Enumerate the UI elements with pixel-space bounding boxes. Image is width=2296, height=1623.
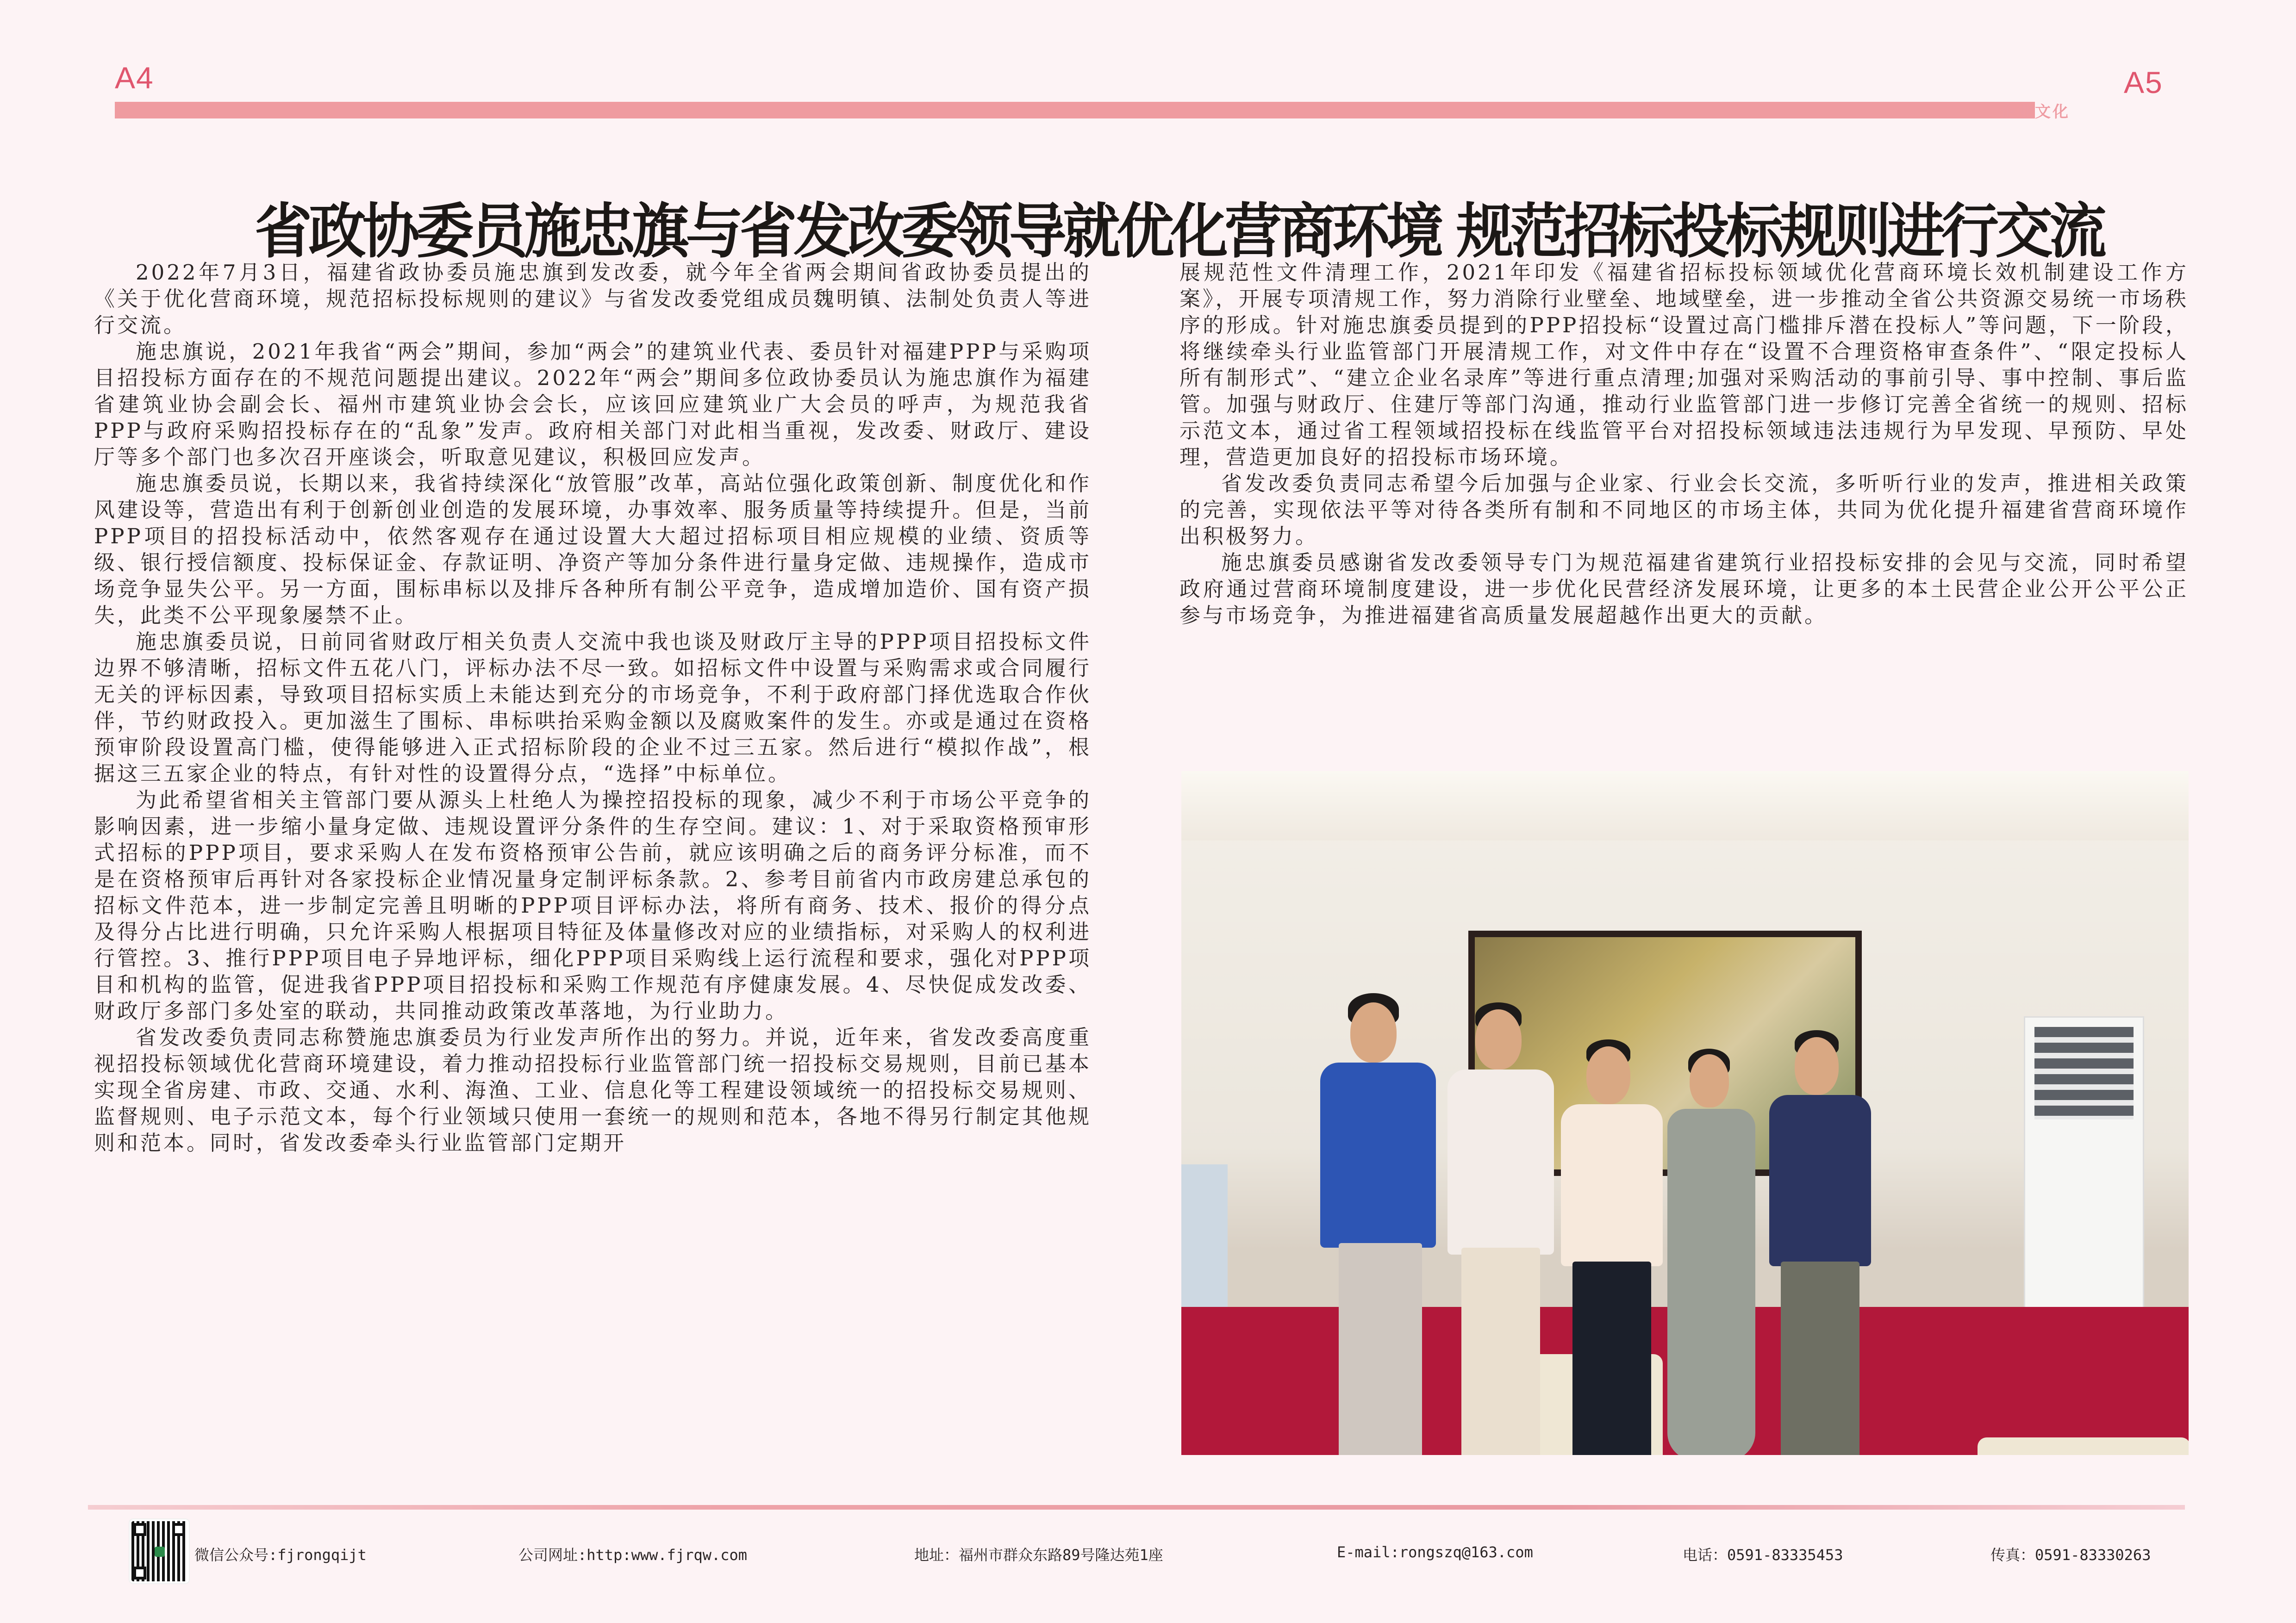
paragraph: 2022年7月3日，福建省政协委员施忠旗到发改委，就今年全省两会期间省政协委员提出的《关于优化营商环境，规范招标投标规则的建议》与省发改委党组成员魏明镇、法制处负责人等进行交流。: [94, 260, 1092, 337]
paragraph: 施忠旗委员说，日前同省财政厅相关负责人交流中我也谈及财政厅主导的PPP项目招投标文件边界不够清晰，招标文件五花八门，评标办法不尽一致。如招标文件中设置与采购需求或合同履行无关的评标因素，导致项目招标实质上未能达到充分的市场竞争，不利于政府部门择优选取合作伙伴，节约财政投入。更加滋生了围标、串标哄抬采购金额以及腐败案件的发生。亦或是通过在资格预审阶段设置高门槛，使得能够进入正式招标阶段的企业不过三五家。然后进行“模拟作战”，根据这三五家企业的特点，有针对性的设置得分点，“选择”中标单位。: [94, 629, 1092, 786]
page-number-right: A5: [2124, 65, 2163, 99]
paragraph: 施忠旗委员感谢省发改委领导专门为规范福建省建筑行业招投标安排的会见与交流，同时希望政府通过营商环境制度建设，进一步优化民营经济发展环境，让更多的本土民营企业公开公平公正参与市场竞争，为推进福建省高质量发展超越作出更大的贡献。: [1179, 550, 2189, 628]
photo-ceiling: [1181, 771, 2189, 840]
footer-divider: [88, 1505, 2185, 1510]
header-bar: [115, 102, 1992, 118]
footer-fax: 传真：0591-83330263: [1990, 1546, 2151, 1564]
footer-wechat: 微信公众号:fjrongqijt: [194, 1546, 367, 1564]
sofa-right: [1978, 1437, 2189, 1455]
footer-phone: 电话：0591-83335453: [1683, 1546, 1843, 1564]
article-title: 省政协委员施忠旗与省发改委领导就优化营商环境 规范招标投标规则进行交流: [255, 197, 2103, 266]
paragraph: 施忠旗说，2021年我省“两会”期间，参加“两会”的建筑业代表、委员针对福建PPP与采购项目招投标方面存在的不规范问题提出建议。2022年“两会”期间多位政协委员认为施忠旗作为福建省建筑业协会副会长、福州市建筑业协会会长，应该回应建筑业广大会员的呼声，为规范我省PPP与政府采购招投标存在的“乱象”发声。政府相关部门对此相当重视，发改委、财政厅、建设厅等多个部门也多次召开座谈会，听取意见建议，积极回应发声。: [94, 339, 1092, 469]
paragraph-continuation: 展规范性文件清理工作，2021年印发《福建省招标投标领域优化营商环境长效机制建设工作方案》，开展专项清规工作，努力消除行业壁垒、地域壁垒，进一步推动全省公共资源交易统一市场秩序的形成。针对施忠旗委员提到的PPP招投标“设置过高门槛排斥潜在投标人”等问题，下一阶段，将继续牵头行业监管部门开展清规工作，对文件中存在“设置不合理资格审查条件”、“限定投标人所有制形式”、“建立企业名录库”等进行重点清理;加强对采购活动的事前引导、事中控制、事后监管。加强与财政厅、住建厅等部门沟通，推动行业监管部门进一步修订完善全省统一的规则、招标示范文本，通过省工程领域招投标在线监管平台对招投标领域违法违规行为早发现、早预防、早处理，营造更加良好的招投标市场环境。: [1179, 260, 2189, 469]
footer-address: 地址：福州市群众东路89号隆达苑1座: [914, 1546, 1163, 1564]
paragraph: 为此希望省相关主管部门要从源头上杜绝人为操控招投标的现象，减少不利于市场公平竞争的影响因素，进一步缩小量身定做、违规设置评分条件的生存空间。建议：1、对于采取资格预审形式招标的PPP项目，要求采购人在发布资格预审公告前，就应该明确之后的商务评分标准，而不是在资格预审后再针对各家投标企业情况量身定制评标条款。2、参考目前省内市政房建总承包的招标文件范本，进一步制定完善且明晰的PPP项目评标办法，将所有商务、技术、报价的得分点及得分占比进行明确，只允许采购人根据项目特征及体量修改对应的业绩指标，对采购人的权利进行管控。3、推行PPP项目电子异地评标，细化PPP项目采购线上运行流程和要求，强化对PPP项目和机构的监管，促进我省PPP项目招投标和采购工作规范有序健康发展。4、尽快促成发改委、财政厅多部门多处室的联动，共同推动政策改革落地，为行业助力。: [94, 788, 1092, 1023]
footer-email[interactable]: E-mail:rongszq@163.com: [1337, 1543, 1533, 1561]
footer-website[interactable]: 公司网址:http:www.fjrqw.com: [518, 1546, 748, 1564]
paragraph: 省发改委负责同志称赞施忠旗委员为行业发声所作出的努力。并说，近年来，省发改委高度重视招投标领域优化营商环境建设，着力推动招投标行业监管部门统一招投标交易规则，目前已基本实现全省房建、市政、交通、水利、海渔、工业、信息化等工程建设领域统一的招投标交易规则、监督规则、电子示范文本，每个行业领域只使用一套统一的规则和范本，各地不得另行制定其他规则和范本。同时，省发改委牵头行业监管部门定期开: [94, 1025, 1092, 1155]
paragraph: 施忠旗委员说，长期以来，我省持续深化“放管服”改革，高站位强化政策创新、制度优化和作风建设等，营造出有利于创新创业创造的发展环境，办事效率、服务质量等持续提升。但是，当前PPP项目的招投标活动中，依然客观存在通过设置大大超过招标项目相应规模的业绩、资质等级、银行授信额度、投标保证金、存款证明、净资产等加分条件进行量身定做、违规操作，造成市场竞争显失公平。另一方面，围标串标以及排斥各种所有制公平竞争，造成增加造价、国有资产损失，此类不公平现象屡禁不止。: [94, 471, 1092, 628]
left-column: [94, 259, 1092, 1156]
page-number-left: A4: [115, 61, 154, 95]
paragraph: 省发改委负责同志希望今后加强与企业家、行业会长交流，多听听行业的发声，推进相关政策的完善，实现依法平等对待各类所有制和不同地区的市场主体，共同为优化提升福建省营商环境作出积极努力。: [1179, 471, 2189, 548]
footer: [0, 1543, 2296, 1571]
group-photo: [1181, 771, 2189, 1455]
section-label: 企业文化: [2000, 103, 2070, 121]
right-column: [1179, 259, 2189, 628]
